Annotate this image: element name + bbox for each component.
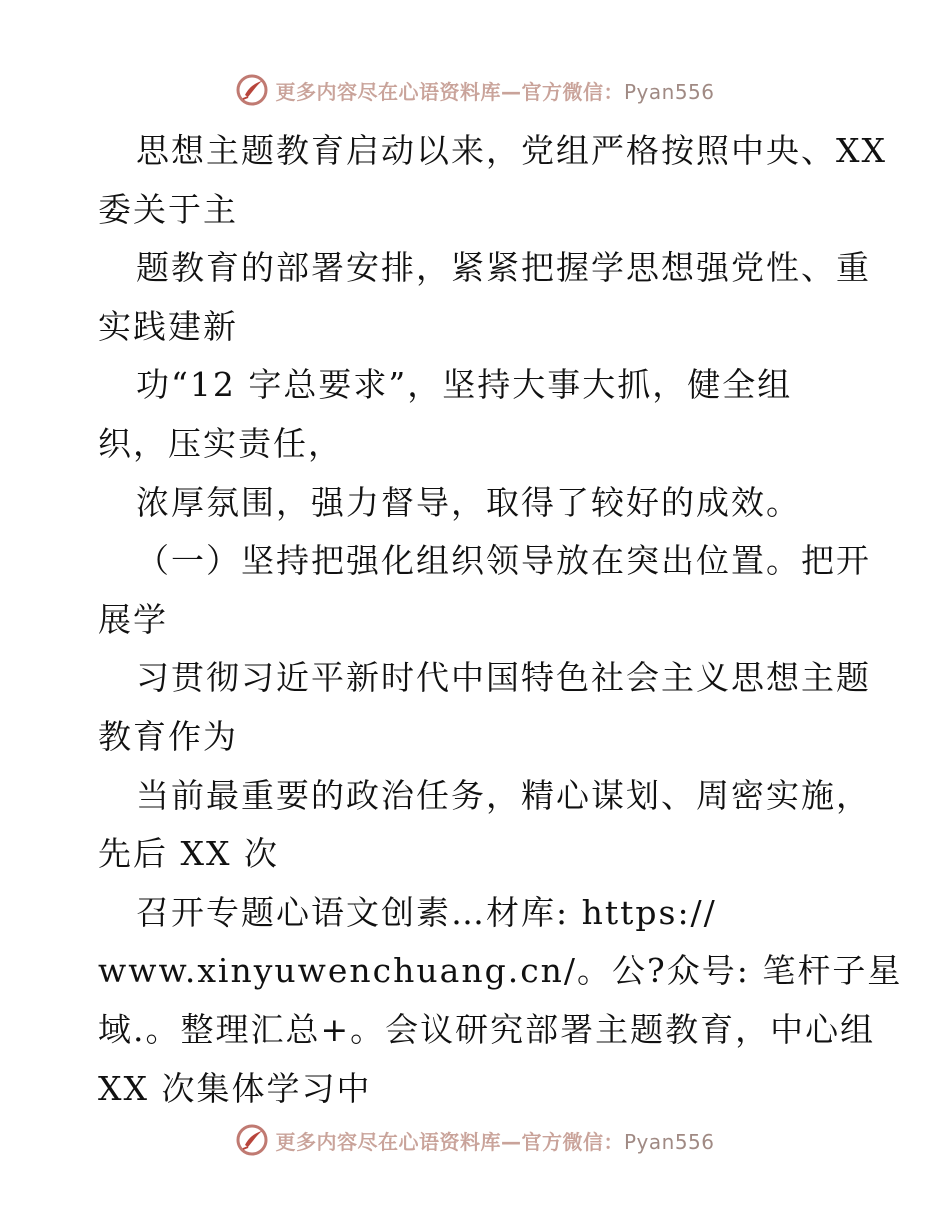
- footer-banner: [0, 1120, 950, 1160]
- banner-text: [275, 76, 714, 105]
- body-line: 当前最重要的政治任务，精心谋划、周密实施，: [136, 775, 871, 815]
- body-line: 思想主题教育启动以来，党组严格按照中央、XX: [136, 131, 887, 170]
- body-line: 实践建新: [98, 306, 238, 346]
- body-line: 先后 XX 次: [98, 834, 279, 874]
- body-line: 召开专题心语文创素…材库: https://: [136, 892, 717, 932]
- body-line: 浓厚氛围，强力督导，取得了较好的成效。: [136, 482, 801, 522]
- body-line: 织，压实责任，: [98, 423, 343, 463]
- body-line: （一）坚持把强化组织领导放在突出位置。把开: [136, 541, 871, 581]
- body-line: www.xinyuwenchuang.cn/。公?众号: 笔杆子星: [98, 951, 903, 991]
- body-line: 展学: [98, 599, 168, 639]
- body-line: 题教育的部署安排，紧紧把握学思想强党性、重: [136, 248, 871, 288]
- document-body: [98, 122, 903, 1118]
- banner-main-text: 更多内容尽在心语资料库—官方微信：: [275, 79, 624, 104]
- banner-wechat-id: Pyan556: [623, 79, 715, 104]
- body-line: 功“12 字总要求”，坚持大事大抓，健全组: [136, 365, 793, 405]
- body-line: 教育作为: [98, 716, 238, 756]
- quill-seal-icon: [235, 73, 269, 107]
- body-line: 域.。整理汇总+。会议研究部署主题教育，中心组: [98, 1009, 876, 1049]
- body-line: 习贯彻习近平新时代中国特色社会主义思想主题: [136, 658, 871, 698]
- body-line: XX 次集体学习中: [98, 1068, 372, 1108]
- banner-wechat-id: Pyan556: [623, 1129, 715, 1154]
- quill-seal-icon: [235, 1123, 269, 1157]
- body-line: 委关于主: [98, 189, 238, 229]
- banner-text: [275, 1126, 714, 1155]
- banner-main-text: 更多内容尽在心语资料库—官方微信：: [275, 1129, 624, 1154]
- header-banner: [0, 70, 950, 110]
